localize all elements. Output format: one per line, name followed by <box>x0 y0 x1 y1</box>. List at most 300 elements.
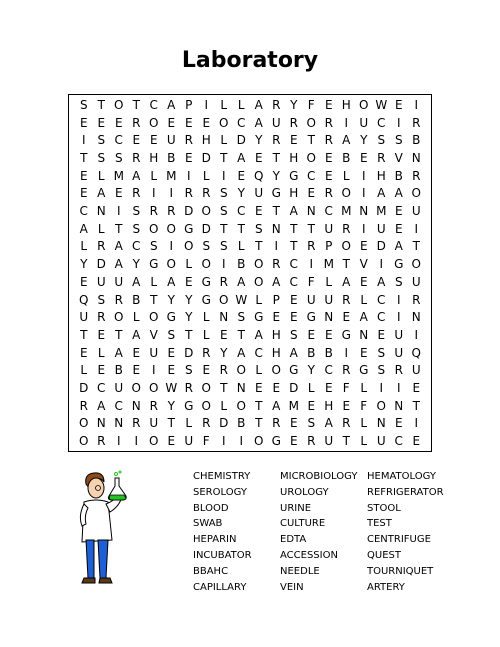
grid-letter: T <box>237 327 245 342</box>
grid-letter: O <box>411 186 421 201</box>
grid-letter: T <box>220 221 228 236</box>
grid-letter: N <box>96 416 106 431</box>
grid-letter: S <box>307 416 316 431</box>
grid-letter: Y <box>237 186 245 201</box>
grid-letter: L <box>150 274 158 289</box>
grid-letter: Y <box>167 292 175 307</box>
grid-letter: I <box>414 97 419 112</box>
grid-letter: E <box>132 363 141 378</box>
grid-letter: C <box>79 204 88 219</box>
grid-letter: S <box>394 274 403 289</box>
word-list-item: HEPARIN <box>193 534 237 546</box>
grid-letter: C <box>237 115 246 130</box>
grid-letter: E <box>289 133 298 148</box>
grid-letter: D <box>201 150 211 165</box>
grid-letter: R <box>219 363 228 378</box>
grid-letter: S <box>97 150 106 165</box>
grid-letter: F <box>307 97 315 112</box>
grid-letter: P <box>185 97 193 112</box>
grid-letter: O <box>306 150 316 165</box>
grid-letter: E <box>97 363 106 378</box>
grid-letter: U <box>306 292 316 307</box>
grid-letter: O <box>149 434 159 449</box>
grid-letter: L <box>237 97 245 112</box>
grid-letter: L <box>202 327 210 342</box>
grid-letter: E <box>79 274 88 289</box>
grid-letter: L <box>185 416 193 431</box>
grid-letter: O <box>79 434 89 449</box>
grid-letter: M <box>323 257 334 272</box>
grid-letter: N <box>394 398 404 413</box>
grid-letter: D <box>376 239 386 254</box>
grid-letter: T <box>342 257 350 272</box>
grid-letter: B <box>342 150 351 165</box>
grid-letter: E <box>289 434 298 449</box>
grid-letter: R <box>79 398 88 413</box>
grid-letter: I <box>396 310 401 325</box>
grid-letter: Y <box>80 257 88 272</box>
grid-letter: R <box>132 416 141 431</box>
grid-letter: C <box>394 434 403 449</box>
grid-letter: O <box>254 434 264 449</box>
grid-letter: G <box>254 310 264 325</box>
word-list-item: CAPILLARY <box>193 581 247 593</box>
grid-letter: I <box>361 221 366 236</box>
grid-letter: O <box>201 204 211 219</box>
grid-letter: R <box>342 221 351 236</box>
grid-letter: B <box>307 345 316 360</box>
word-list <box>193 471 453 597</box>
grid-letter: N <box>271 221 281 236</box>
grid-letter: A <box>237 150 246 165</box>
grid-letter: G <box>271 434 281 449</box>
grid-letter: I <box>361 168 366 183</box>
grid-letter: A <box>342 133 351 148</box>
grid-letter: O <box>201 257 211 272</box>
grid-letter: S <box>237 310 246 325</box>
grid-letter: A <box>394 239 403 254</box>
grid-letter: R <box>324 133 333 148</box>
grid-letter: H <box>289 150 299 165</box>
grid-letter: H <box>271 345 281 360</box>
grid-letter: R <box>202 186 211 201</box>
grid-letter: E <box>132 133 141 148</box>
word-list-item: INCUBATOR <box>193 549 252 561</box>
grid-letter: T <box>290 239 298 254</box>
grid-letter: E <box>79 168 88 183</box>
grid-letter: R <box>272 97 281 112</box>
grid-letter: Y <box>185 310 193 325</box>
grid-letter: B <box>167 150 176 165</box>
word-list-item: TEST <box>367 518 392 530</box>
grid-letter: A <box>167 274 176 289</box>
grid-letter: E <box>394 204 403 219</box>
grid-letter: I <box>116 204 121 219</box>
grid-letter: L <box>97 168 105 183</box>
grid-letter: I <box>396 115 401 130</box>
grid-letter: A <box>359 310 368 325</box>
grid-letter: I <box>169 186 174 201</box>
grid-letter: R <box>342 363 351 378</box>
grid-letter: E <box>324 381 333 396</box>
grid-letter: C <box>149 97 158 112</box>
grid-letter: B <box>394 168 403 183</box>
grid-letter: O <box>271 363 281 378</box>
grid-letter: Q <box>411 345 421 360</box>
grid-letter: G <box>184 221 194 236</box>
grid-letter: E <box>394 221 403 236</box>
grid-letter: U <box>96 274 106 289</box>
grid-letter: T <box>290 221 298 236</box>
grid-letter: S <box>377 133 386 148</box>
grid-letter: A <box>324 416 333 431</box>
grid-letter: U <box>166 133 176 148</box>
grid-letter: O <box>166 221 176 236</box>
grid-letter: R <box>184 133 193 148</box>
word-list-item: REFRIGERATOR <box>367 486 444 498</box>
grid-letter: T <box>115 327 123 342</box>
grid-letter: Y <box>272 168 280 183</box>
grid-letter: N <box>359 327 369 342</box>
grid-letter: G <box>149 257 159 272</box>
grid-letter: R <box>132 186 141 201</box>
grid-letter: E <box>202 363 211 378</box>
grid-letter: O <box>149 381 159 396</box>
word-list-item: CULTURE <box>280 518 326 530</box>
grid-letter: A <box>272 274 281 289</box>
grid-letter: S <box>97 292 106 307</box>
grid-letter: E <box>114 115 123 130</box>
grid-letter: R <box>202 345 211 360</box>
grid-letter: E <box>114 186 123 201</box>
grid-letter: A <box>167 97 176 112</box>
grid-letter: E <box>149 133 158 148</box>
word-list-item: QUEST <box>367 549 401 561</box>
grid-letter: T <box>255 398 263 413</box>
grid-letter: C <box>289 274 298 289</box>
grid-letter: A <box>289 345 298 360</box>
grid-letter: L <box>255 363 263 378</box>
grid-letter: O <box>201 381 211 396</box>
grid-letter: F <box>202 434 210 449</box>
grid-letter: L <box>220 133 228 148</box>
grid-letter: D <box>96 257 106 272</box>
grid-letter: A <box>254 115 263 130</box>
grid-letter: E <box>307 327 316 342</box>
grid-letter: B <box>132 292 141 307</box>
grid-letter: C <box>377 115 386 130</box>
grid-letter: N <box>114 416 124 431</box>
grid-letter: O <box>219 115 229 130</box>
grid-letter: E <box>184 150 193 165</box>
grid-letter: U <box>271 115 281 130</box>
grid-letter: D <box>289 381 299 396</box>
grid-letter: L <box>80 239 88 254</box>
grid-letter: R <box>132 150 141 165</box>
grid-letter: L <box>150 168 158 183</box>
grid-letter: R <box>149 398 158 413</box>
grid-letter: E <box>237 168 246 183</box>
grid-letter: L <box>360 434 368 449</box>
grid-letter: W <box>165 381 178 396</box>
grid-letter: E <box>97 327 106 342</box>
grid-letter: D <box>79 381 89 396</box>
grid-letter: O <box>219 292 229 307</box>
grid-letter: R <box>272 416 281 431</box>
grid-letter: C <box>237 204 246 219</box>
grid-letter: R <box>342 292 351 307</box>
grid-letter: Y <box>360 133 368 148</box>
grid-letter: H <box>289 186 299 201</box>
grid-letter: T <box>167 416 175 431</box>
grid-letter: E <box>412 434 421 449</box>
grid-letter: I <box>186 168 191 183</box>
grid-letter: E <box>359 274 368 289</box>
grid-letter: I <box>151 363 156 378</box>
grid-letter: R <box>97 310 106 325</box>
grid-letter: L <box>237 239 245 254</box>
grid-letter: E <box>289 310 298 325</box>
grid-letter: L <box>360 292 368 307</box>
grid-letter: C <box>307 168 316 183</box>
word-list-item: STOOL <box>367 502 401 514</box>
grid-letter: I <box>414 327 419 342</box>
grid-letter: R <box>184 186 193 201</box>
grid-letter: U <box>411 274 421 289</box>
grid-letter: G <box>289 363 299 378</box>
grid-letter: R <box>219 274 228 289</box>
grid-letter: I <box>239 434 244 449</box>
grid-letter: D <box>201 221 211 236</box>
grid-letter: L <box>307 381 315 396</box>
grid-letter: F <box>307 274 315 289</box>
grid-letter: O <box>236 363 246 378</box>
grid-letter: A <box>377 274 386 289</box>
grid-letter: A <box>254 97 263 112</box>
grid-letter: R <box>184 381 193 396</box>
grid-letter: E <box>79 345 88 360</box>
grid-letter: B <box>237 416 246 431</box>
grid-letter: O <box>184 239 194 254</box>
word-list-item: BBAHC <box>193 565 229 577</box>
grid-letter: U <box>184 434 194 449</box>
word-list-item: CENTRIFUGE <box>367 534 431 546</box>
grid-letter: T <box>97 97 105 112</box>
grid-letter: O <box>149 221 159 236</box>
grid-letter: T <box>150 292 158 307</box>
grid-letter: Y <box>255 133 263 148</box>
grid-letter: E <box>377 327 386 342</box>
grid-letter: N <box>96 204 106 219</box>
grid-letter: A <box>377 186 386 201</box>
grid-letter: M <box>288 398 299 413</box>
grid-letter: I <box>221 257 226 272</box>
grid-letter: E <box>359 239 368 254</box>
grid-letter: C <box>97 381 106 396</box>
grid-letter: G <box>289 168 299 183</box>
grid-letter: M <box>341 204 352 219</box>
grid-letter: E <box>167 115 176 130</box>
grid-letter: I <box>344 345 349 360</box>
grid-letter: R <box>412 168 421 183</box>
word-list-item: URINE <box>280 502 312 514</box>
grid-letter: T <box>80 327 88 342</box>
grid-letter: U <box>149 345 159 360</box>
grid-letter: A <box>254 327 263 342</box>
grid-letter: U <box>149 416 159 431</box>
grid-letter: S <box>289 327 298 342</box>
grid-letter: G <box>201 274 211 289</box>
grid-letter: A <box>132 168 141 183</box>
grid-letter: O <box>131 381 141 396</box>
grid-letter: Y <box>185 292 193 307</box>
grid-letter: F <box>360 398 368 413</box>
grid-letter: E <box>167 345 176 360</box>
grid-letter: E <box>394 97 403 112</box>
grid-letter: Y <box>132 257 140 272</box>
grid-letter: T <box>412 239 420 254</box>
grid-letter: S <box>394 133 403 148</box>
grid-letter: T <box>115 221 123 236</box>
grid-letter: H <box>149 150 159 165</box>
grid-letter: O <box>359 97 369 112</box>
grid-letter: G <box>394 257 404 272</box>
grid-letter: A <box>114 257 123 272</box>
grid-letter: L <box>132 310 140 325</box>
grid-letter: A <box>289 204 298 219</box>
grid-letter: L <box>325 274 333 289</box>
grid-letter: E <box>289 416 298 431</box>
grid-letter: D <box>219 416 229 431</box>
word-list-item: MICROBIOLOGY <box>280 471 358 482</box>
grid-letter: S <box>254 221 263 236</box>
grid-letter: B <box>114 363 123 378</box>
grid-letter: R <box>377 150 386 165</box>
grid-letter: U <box>394 327 404 342</box>
grid-letter: A <box>97 398 106 413</box>
grid-letter: S <box>97 133 106 148</box>
grid-letter: U <box>114 381 124 396</box>
grid-letter: R <box>97 434 106 449</box>
grid-letter: T <box>272 150 280 165</box>
grid-letter: I <box>221 168 226 183</box>
grid-letter: N <box>376 416 386 431</box>
grid-letter: U <box>376 434 386 449</box>
grid-letter: L <box>202 310 210 325</box>
grid-letter: G <box>359 363 369 378</box>
grid-letter: E <box>254 381 263 396</box>
grid-letter: S <box>114 150 123 165</box>
grid-letter: I <box>134 434 139 449</box>
word-list-item: TOURNIQUET <box>367 565 434 577</box>
grid-letter: S <box>149 239 158 254</box>
grid-letter: O <box>236 398 246 413</box>
grid-letter: A <box>132 274 141 289</box>
grid-letter: O <box>341 186 351 201</box>
grid-letter: Y <box>307 363 315 378</box>
word-list-item: UROLOGY <box>280 486 329 498</box>
grid-letter: S <box>132 221 141 236</box>
grid-letter: E <box>342 398 351 413</box>
grid-letter: E <box>202 115 211 130</box>
grid-letter: E <box>359 345 368 360</box>
grid-letter: I <box>379 257 384 272</box>
grid-letter: T <box>220 150 228 165</box>
word-list-item: ARTERY <box>367 581 405 593</box>
grid-letter: I <box>361 186 366 201</box>
grid-letter: B <box>237 257 246 272</box>
word-list-item: ACCESSION <box>280 549 338 561</box>
grid-letter: M <box>166 168 177 183</box>
grid-letter: L <box>202 168 210 183</box>
grid-letter: N <box>219 310 229 325</box>
grid-letter: N <box>411 150 421 165</box>
grid-letter: R <box>394 363 403 378</box>
grid-letter: Y <box>220 345 228 360</box>
grid-letter: E <box>324 150 333 165</box>
grid-letter: R <box>114 292 123 307</box>
grid-letter: N <box>411 310 421 325</box>
grid-letter: T <box>342 434 350 449</box>
grid-letter: E <box>97 115 106 130</box>
grid-letter: E <box>324 327 333 342</box>
letter-grid <box>75 96 425 450</box>
grid-letter: E <box>307 186 316 201</box>
grid-letter: U <box>394 345 404 360</box>
grid-letter: T <box>307 221 315 236</box>
grid-letter: C <box>377 310 386 325</box>
grid-letter: N <box>131 398 141 413</box>
grid-letter: U <box>114 274 124 289</box>
grid-letter: E <box>219 327 228 342</box>
grid-letter: R <box>97 239 106 254</box>
grid-letter: I <box>116 434 121 449</box>
grid-letter: P <box>272 292 280 307</box>
grid-letter: L <box>80 363 88 378</box>
grid-letter: I <box>414 416 419 431</box>
grid-letter: T <box>237 221 245 236</box>
grid-letter: O <box>341 239 351 254</box>
grid-letter: C <box>289 257 298 272</box>
grid-letter: O <box>411 257 421 272</box>
grid-letter: L <box>360 416 368 431</box>
grid-letter: B <box>412 133 421 148</box>
grid-letter: S <box>377 363 386 378</box>
grid-letter: E <box>79 186 88 201</box>
grid-letter: L <box>342 168 350 183</box>
grid-letter: E <box>412 381 421 396</box>
grid-letter: C <box>132 239 141 254</box>
grid-letter: C <box>377 292 386 307</box>
grid-letter: U <box>376 221 386 236</box>
grid-letter: I <box>396 381 401 396</box>
grid-letter: O <box>254 274 264 289</box>
grid-letter: L <box>97 345 105 360</box>
grid-letter: E <box>289 292 298 307</box>
grid-letter: I <box>414 221 419 236</box>
grid-letter: S <box>219 186 228 201</box>
grid-letter: C <box>114 133 123 148</box>
grid-letter: R <box>149 204 158 219</box>
grid-letter: E <box>254 150 263 165</box>
grid-letter: O <box>166 257 176 272</box>
grid-letter: C <box>324 363 333 378</box>
grid-letter: W <box>235 292 248 307</box>
grid-letter: B <box>324 345 333 360</box>
grid-letter: E <box>324 168 333 183</box>
grid-letter: E <box>167 363 176 378</box>
grid-letter: R <box>202 416 211 431</box>
